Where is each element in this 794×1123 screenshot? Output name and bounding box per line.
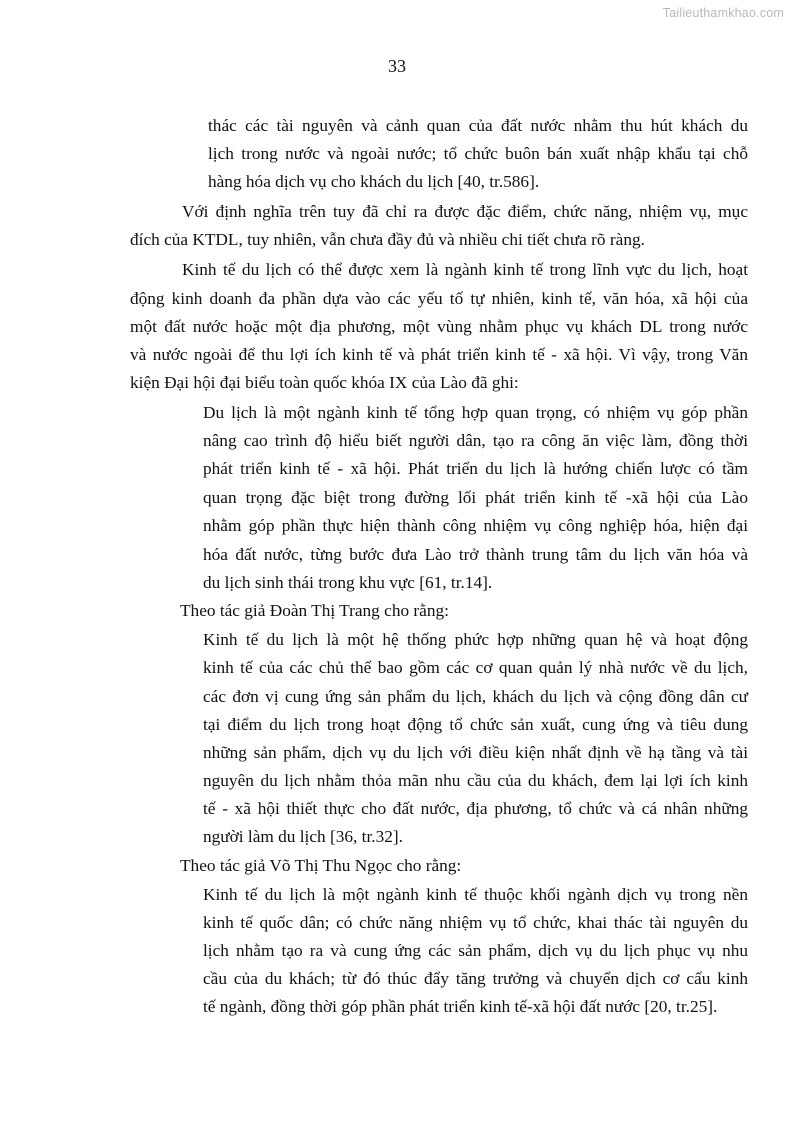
- text-line: những sản phẩm, dịch vụ du lịch với điều kiện nhất định về hạ tầng và tài: [203, 743, 748, 762]
- text-line: Kinh tế du lịch là một hệ thống phức hợp những quan hệ và hoạt động: [203, 630, 748, 649]
- text-line: phát triển kinh tế - xã hội. Phát triển du lịch là hướng chiến lược có tầm: [203, 459, 748, 478]
- text-line: hóa đất nước, từng bước đưa Lào trở thành trung tâm du lịch văn hóa và: [203, 545, 748, 564]
- text-line: lịch nhằm tạo ra và cung ứng các sản phẩm, dịch vụ du lịch phục vụ nhu: [203, 941, 748, 960]
- text-line: Kinh tế du lịch là một ngành kinh tế thuộc khối ngành dịch vụ trong nền: [203, 885, 748, 904]
- text-line: tế - xã hội thiết thực cho đất nước, địa phương, tổ chức và cá nhân những: [203, 799, 748, 818]
- text-line: đích của KTDL, tuy nhiên, vẫn chưa đầy đủ và nhiều chi tiết chưa rõ ràng.: [130, 230, 645, 249]
- text-line: kinh tế quốc dân; có chức năng nhiệm vụ tổ chức, khai thác tài nguyên du: [203, 913, 748, 932]
- text-line: Với định nghĩa trên tuy đã chỉ ra được đặc điểm, chức năng, nhiệm vụ, mục: [182, 202, 748, 221]
- text-line: hàng hóa dịch vụ cho khách du lịch [40, tr.586].: [208, 172, 540, 191]
- text-line: nhằm góp phần thực hiện thành công nhiệm vụ công nghiệp hóa, hiện đại: [203, 516, 748, 535]
- text-line: người làm du lịch [36, tr.32].: [203, 827, 403, 846]
- text-line: động kinh doanh đa phần dựa vào các yếu tố tự nhiên, kinh tế, văn hóa, xã hội của: [130, 289, 748, 308]
- text-line: cầu của du khách; từ đó thúc đẩy tăng trưởng và chuyển dịch cơ cấu kinh: [203, 969, 748, 988]
- text-line: quan trọng đặc biệt trong đường lối phát triển kinh tế -xã hội của Lào: [203, 488, 748, 507]
- text-line: một đất nước hoặc một địa phương, một vùng nhằm phục vụ khách DL trong nước: [130, 317, 748, 336]
- text-line: nguyên du lịch nhằm thỏa mãn nhu cầu của du khách, đem lại lợi ích kinh: [203, 771, 748, 790]
- text-line: các đơn vị cung ứng sản phẩm du lịch, khách du lịch và cộng đồng dân cư: [203, 687, 748, 706]
- quote-intro: Theo tác giả Võ Thị Thu Ngọc cho rằng:: [180, 856, 462, 875]
- text-line: kiện Đại hội đại biểu toàn quốc khóa IX của Lào đã ghi:: [130, 373, 519, 392]
- text-line: Du lịch là một ngành kinh tế tổng hợp quan trọng, có nhiệm vụ góp phần: [203, 403, 748, 422]
- text-line: kinh tế của các chủ thể bao gồm các cơ quan quản lý nhà nước về du lịch,: [203, 658, 748, 677]
- text-line: du lịch sinh thái trong khu vực [61, tr.14].: [203, 573, 493, 592]
- text-line: và nước ngoài để thu lợi ích kinh tế và phát triển kinh tế - xã hội. Vì vậy, trong Văn: [130, 345, 748, 364]
- quote-intro: Theo tác giả Đoàn Thị Trang cho rằng:: [180, 601, 449, 620]
- watermark: Tailieuthamkhao.com: [662, 6, 784, 20]
- text-line: lịch trong nước và ngoài nước; tổ chức buôn bán xuất nhập khẩu tại chỗ: [208, 144, 748, 163]
- text-line: nâng cao trình độ hiểu biết người dân, tạo ra công ăn việc làm, đồng thời: [203, 431, 748, 450]
- text-line: tại điểm du lịch trong hoạt động tổ chức sản xuất, cung ứng và tiêu dung: [203, 715, 748, 734]
- text-line: thác các tài nguyên và cảnh quan của đất nước nhằm thu hút khách du: [208, 116, 748, 135]
- text-line: Kinh tế du lịch có thể được xem là ngành kinh tế trong lĩnh vực du lịch, hoạt: [182, 260, 748, 279]
- text-line: tế ngành, đồng thời góp phần phát triển kinh tế-xã hội đất nước [20, tr.25].: [203, 997, 718, 1016]
- page-number: 33: [388, 56, 406, 76]
